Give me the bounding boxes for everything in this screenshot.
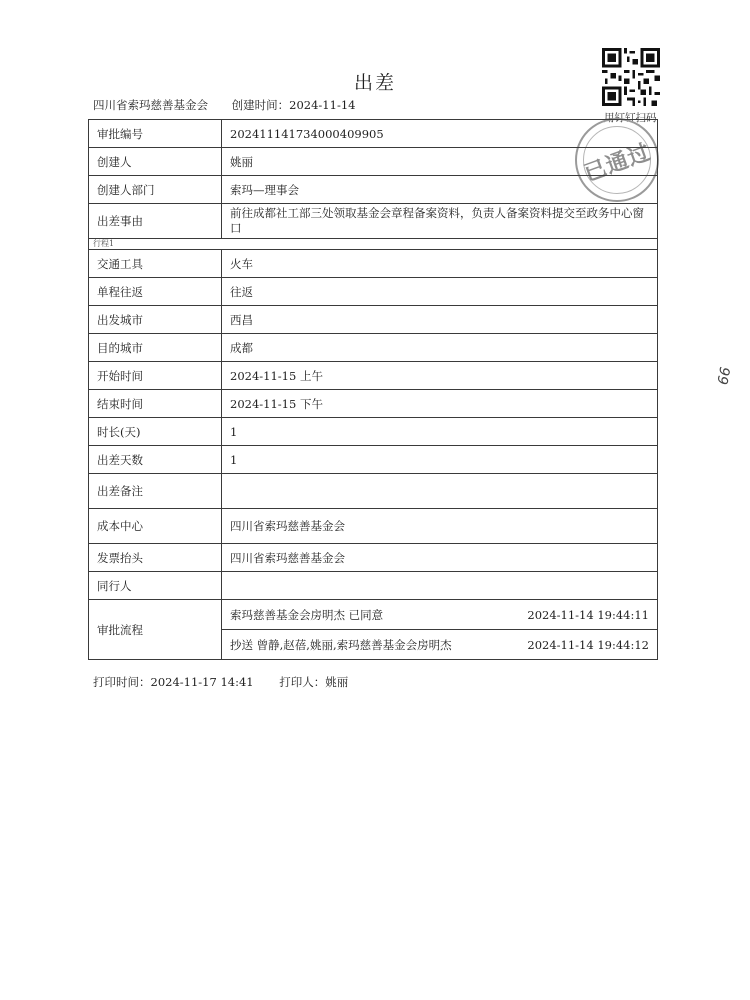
notes-label: 出差备注 xyxy=(89,474,222,509)
dest-city-label: 目的城市 xyxy=(89,334,222,362)
approval-step-time: 2024-11-14 19:44:11 xyxy=(527,607,649,622)
stamp-text: 已通过 xyxy=(580,139,655,187)
form-row xyxy=(89,120,658,148)
companions-value xyxy=(222,572,658,600)
itinerary-section-row xyxy=(89,239,658,250)
qr-caption: 用钉钉扫码 xyxy=(604,112,657,124)
reason-label: 出差事由 xyxy=(89,204,222,239)
approval-step-text: 抄送 曾静,赵蓓,姚丽,索玛慈善基金会房明杰 xyxy=(230,637,452,652)
form-row xyxy=(89,250,658,278)
form-row xyxy=(89,572,658,600)
organization-name: 四川省索玛慈善基金会 xyxy=(93,98,208,112)
approval-step-time: 2024-11-14 19:44:12 xyxy=(527,637,649,652)
form-row xyxy=(89,278,658,306)
approval-step xyxy=(222,600,657,629)
approval-no-value: 202411141734000409905 xyxy=(222,120,658,148)
form-row xyxy=(89,362,658,390)
start-time-value: 2024-11-15 上午 xyxy=(222,362,658,390)
form-row xyxy=(89,148,658,176)
form-row xyxy=(89,390,658,418)
document-title: 出差 xyxy=(353,72,396,94)
form-row xyxy=(89,446,658,474)
form-row xyxy=(89,176,658,204)
invoice-title-label: 发票抬头 xyxy=(89,544,222,572)
qr-code-icon xyxy=(602,48,660,106)
reason-value: 前往成都社工部三处领取基金会章程备案资料，负责人备案资料提交至政务中心窗口 xyxy=(222,204,658,239)
handwritten-margin-note: 66 xyxy=(715,365,735,387)
trip-type-label: 单程往返 xyxy=(89,278,222,306)
form-row xyxy=(89,418,658,446)
creator-dept-value: 索玛—理事会 xyxy=(222,176,658,204)
form-row xyxy=(89,306,658,334)
approval-no-label: 审批编号 xyxy=(89,120,222,148)
created-date: 创建时间：2024-11-14 xyxy=(231,98,356,112)
duration-label: 时长(天) xyxy=(89,418,222,446)
business-trip-form xyxy=(88,119,658,660)
form-row xyxy=(89,509,658,544)
trip-type-value: 往返 xyxy=(222,278,658,306)
document-header xyxy=(93,97,375,113)
end-time-label: 结束时间 xyxy=(89,390,222,418)
end-time-value: 2024-11-15 下午 xyxy=(222,390,658,418)
form-row xyxy=(89,474,658,509)
form-row xyxy=(89,334,658,362)
duration-value: 1 xyxy=(222,418,658,446)
approval-flow-cell xyxy=(222,600,658,660)
printer-name: 打印人：姚丽 xyxy=(279,675,349,689)
creator-dept-label: 创建人部门 xyxy=(89,176,222,204)
transport-value: 火车 xyxy=(222,250,658,278)
form-row xyxy=(89,544,658,572)
creator-label: 创建人 xyxy=(89,148,222,176)
form-row xyxy=(89,204,658,239)
form-row xyxy=(89,600,658,660)
trip-days-value: 1 xyxy=(222,446,658,474)
start-time-label: 开始时间 xyxy=(89,362,222,390)
cost-center-value: 四川省索玛慈善基金会 xyxy=(222,509,658,544)
approval-step-text: 索玛慈善基金会房明杰 已同意 xyxy=(230,607,384,622)
dest-city-value: 成都 xyxy=(222,334,658,362)
creator-value: 姚丽 xyxy=(222,148,658,176)
depart-city-value: 西昌 xyxy=(222,306,658,334)
itinerary-section-label: 行程1 xyxy=(89,239,658,250)
transport-label: 交通工具 xyxy=(89,250,222,278)
cost-center-label: 成本中心 xyxy=(89,509,222,544)
depart-city-label: 出发城市 xyxy=(89,306,222,334)
invoice-title-value: 四川省索玛慈善基金会 xyxy=(222,544,658,572)
print-time: 打印时间：2024-11-17 14:41 xyxy=(93,675,254,689)
companions-label: 同行人 xyxy=(89,572,222,600)
trip-days-label: 出差天数 xyxy=(89,446,222,474)
approval-flow-label: 审批流程 xyxy=(89,600,222,660)
document-footer xyxy=(93,674,370,690)
notes-value xyxy=(222,474,658,509)
approval-step xyxy=(222,629,657,659)
